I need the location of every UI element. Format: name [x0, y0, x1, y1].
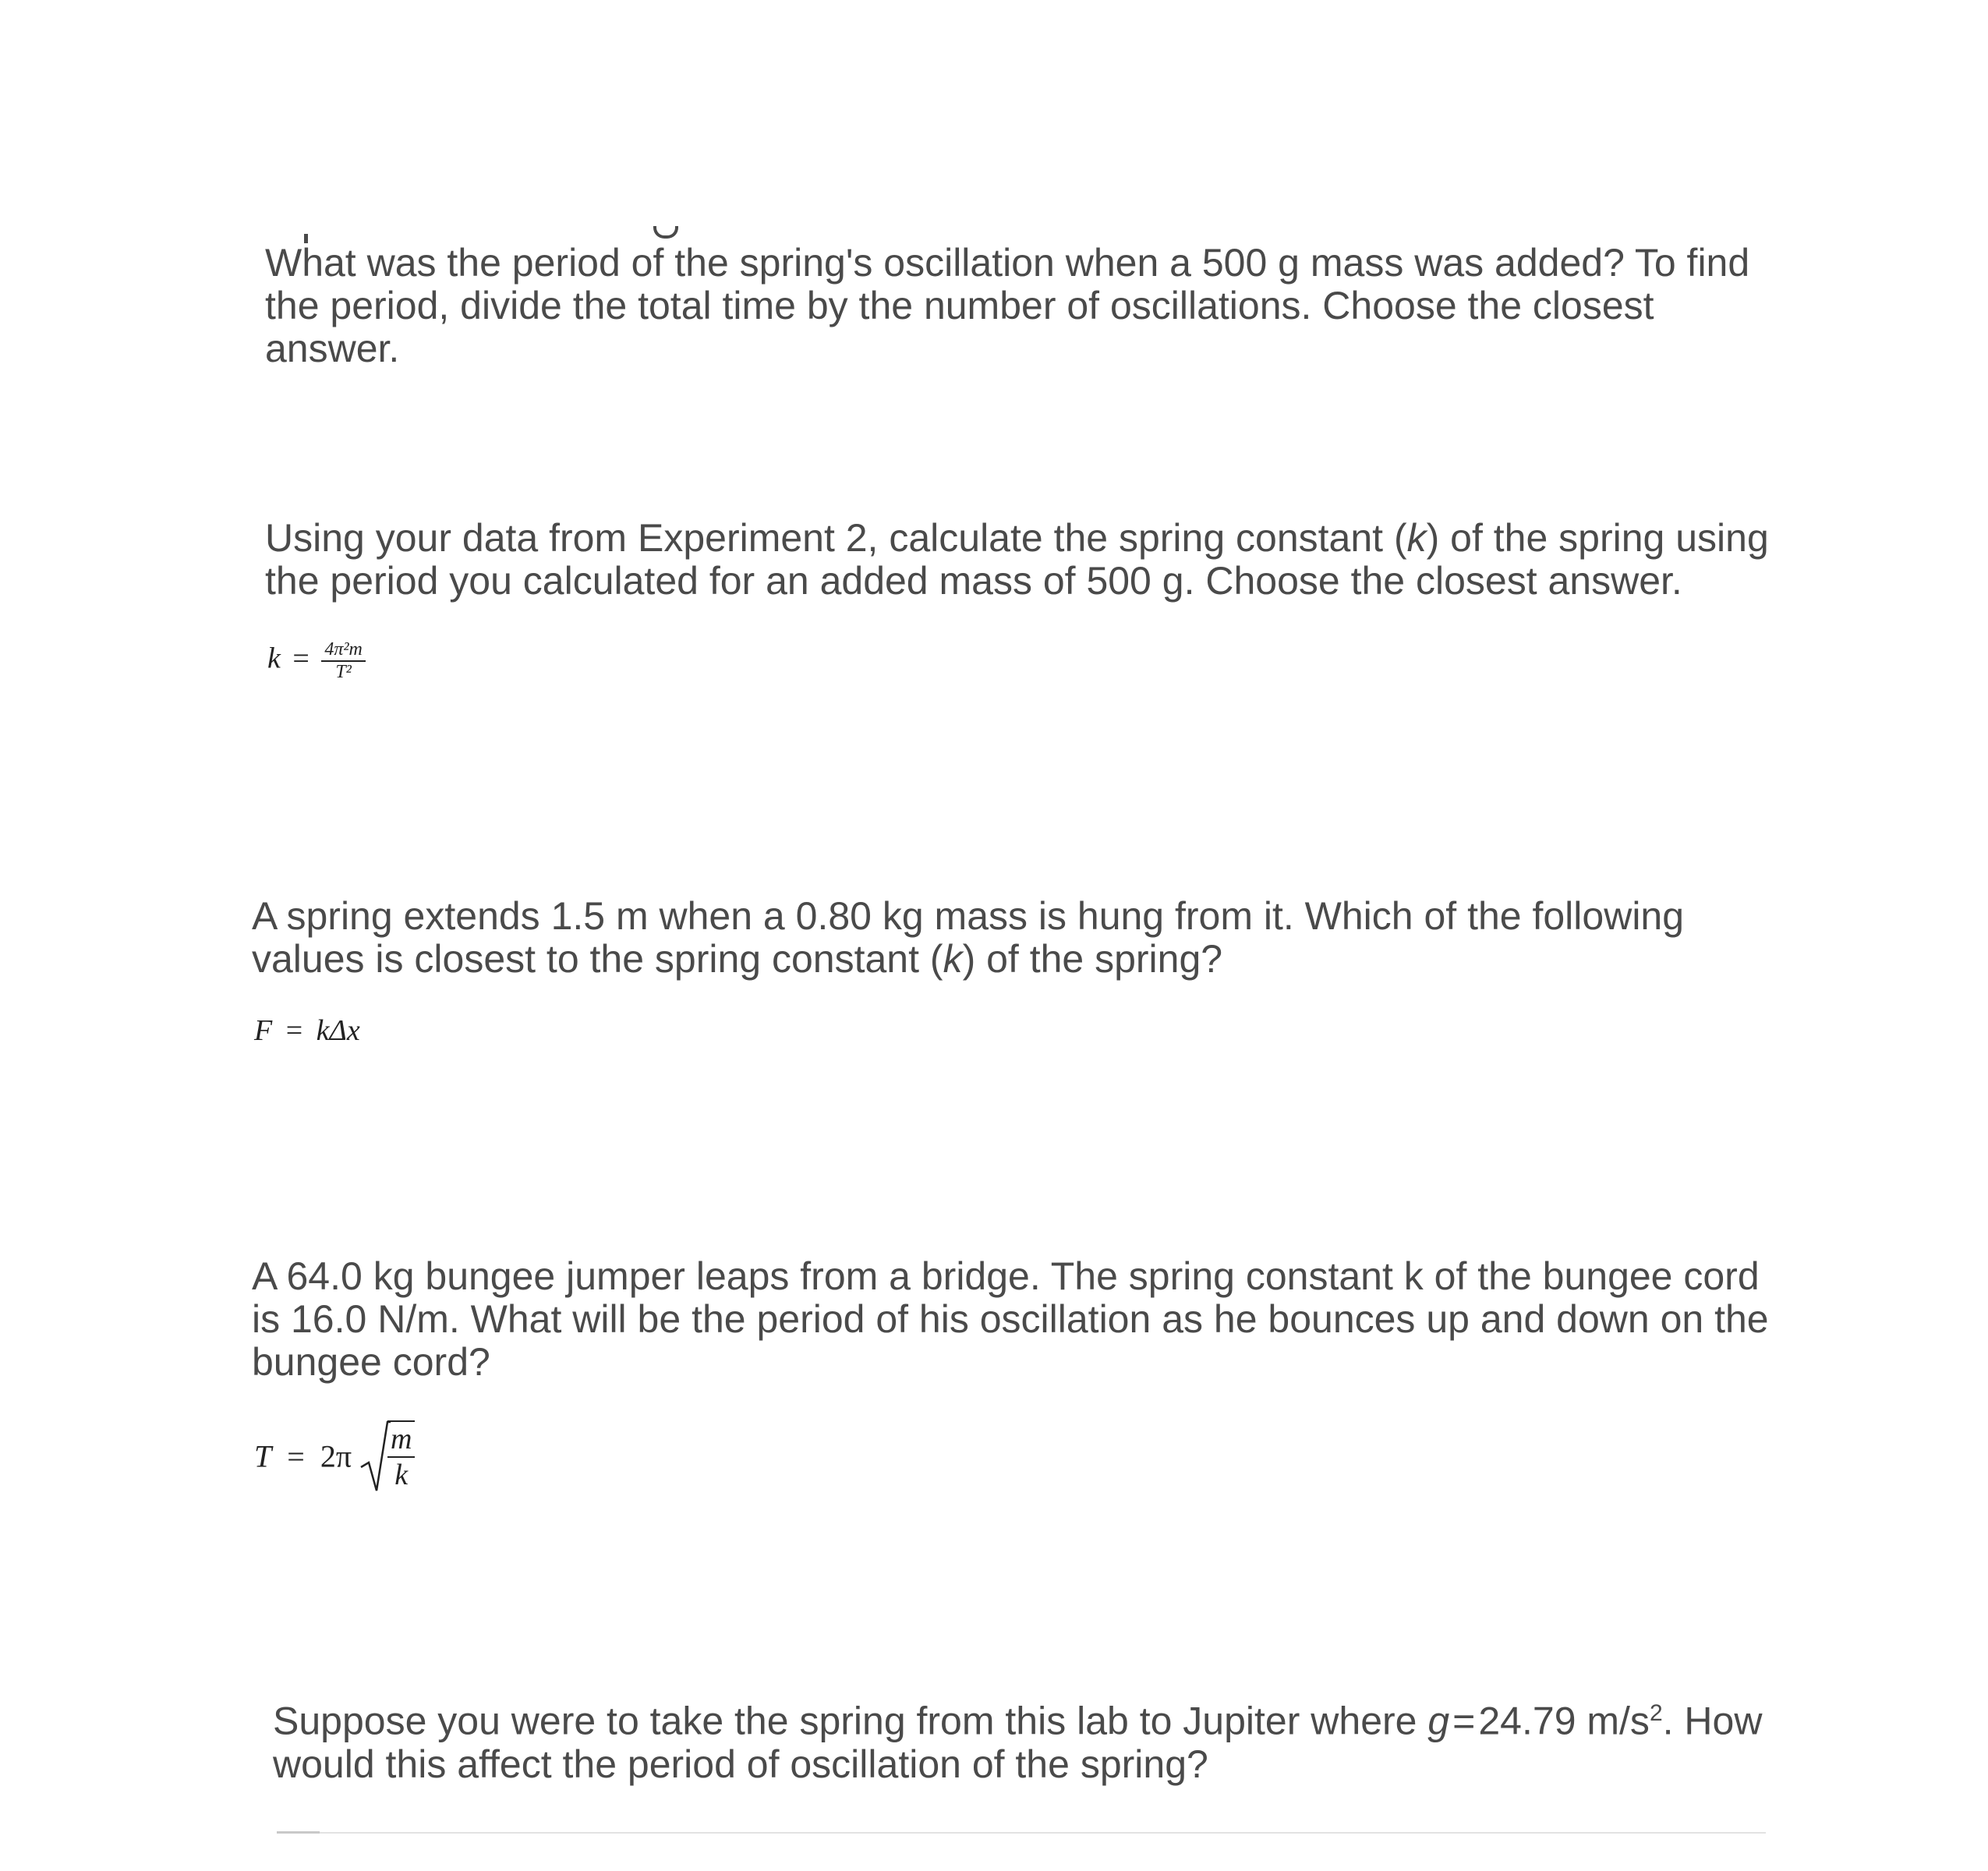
question-3-var: k [943, 937, 963, 981]
formula-denominator: k [394, 1459, 409, 1491]
formula-lhs: F [254, 1014, 273, 1047]
question-2-text-after: ) of the spring using the period you calculated for an added mass of 500 g. Choose the closest answer. [265, 516, 1769, 603]
formula-lhs: T [254, 1438, 272, 1474]
divider-line [277, 1832, 1766, 1834]
sqrt-expression [359, 1419, 415, 1494]
question-5-var: g [1427, 1699, 1450, 1743]
question-5-superscript: 2 [1649, 1700, 1663, 1726]
hooke-law-formula [254, 1013, 360, 1048]
spring-constant-formula [267, 639, 366, 683]
formula-coefficient: 2π [320, 1438, 352, 1474]
period-formula [254, 1419, 415, 1494]
formula-numerator: m [387, 1422, 415, 1458]
question-2-text [265, 517, 1793, 603]
question-3-text-after: ) of the spring? [962, 937, 1223, 981]
formula-rhs: kΔx [316, 1014, 360, 1047]
formula-denominator: T² [335, 662, 352, 682]
question-5-text-before: Suppose you were to take the spring from this lab to Jupiter where [273, 1699, 1428, 1743]
sqrt-sign-icon [359, 1419, 391, 1494]
question-5-equals: = [1452, 1699, 1476, 1743]
question-5-value: 24.79 m/s [1478, 1699, 1650, 1743]
question-3-text-before: A spring extends 1.5 m when a 0.80 kg mass is hung from it. Which of the following values is closest to the spring constant ( [252, 894, 1685, 981]
question-4-text: A 64.0 kg bungee jumper leaps from a bridge. The spring constant k of the bungee cord is 16.0 N/m. What will be the period of his oscillation as he bounces up and down on the bungee cord? [252, 1254, 1769, 1384]
question-1-text: What was the period of the spring's oscillation when a 500 g mass was added? To find the period, divide the total time by the number of oscillations. Choose the closest answer. [265, 241, 1750, 370]
question-5-text-after: . How would this affect the period of oscillation of the spring? [273, 1699, 1763, 1786]
formula-lhs: k [267, 642, 281, 675]
stray-mark [653, 226, 678, 239]
divider-accent [277, 1831, 320, 1834]
formula-fraction [321, 639, 366, 683]
formula-equals: = [292, 642, 310, 675]
question-2-text-before: Using your data from Experiment 2, calculate the spring constant ( [265, 516, 1407, 560]
formula-numerator: 4π²m [321, 639, 366, 662]
formula-equals: = [287, 1438, 305, 1474]
sqrt-fraction [387, 1420, 415, 1492]
question-2-var: k [1406, 516, 1427, 560]
question-3-text [252, 895, 1780, 981]
question-5-text [273, 1692, 1801, 1786]
formula-equals: = [285, 1014, 303, 1047]
